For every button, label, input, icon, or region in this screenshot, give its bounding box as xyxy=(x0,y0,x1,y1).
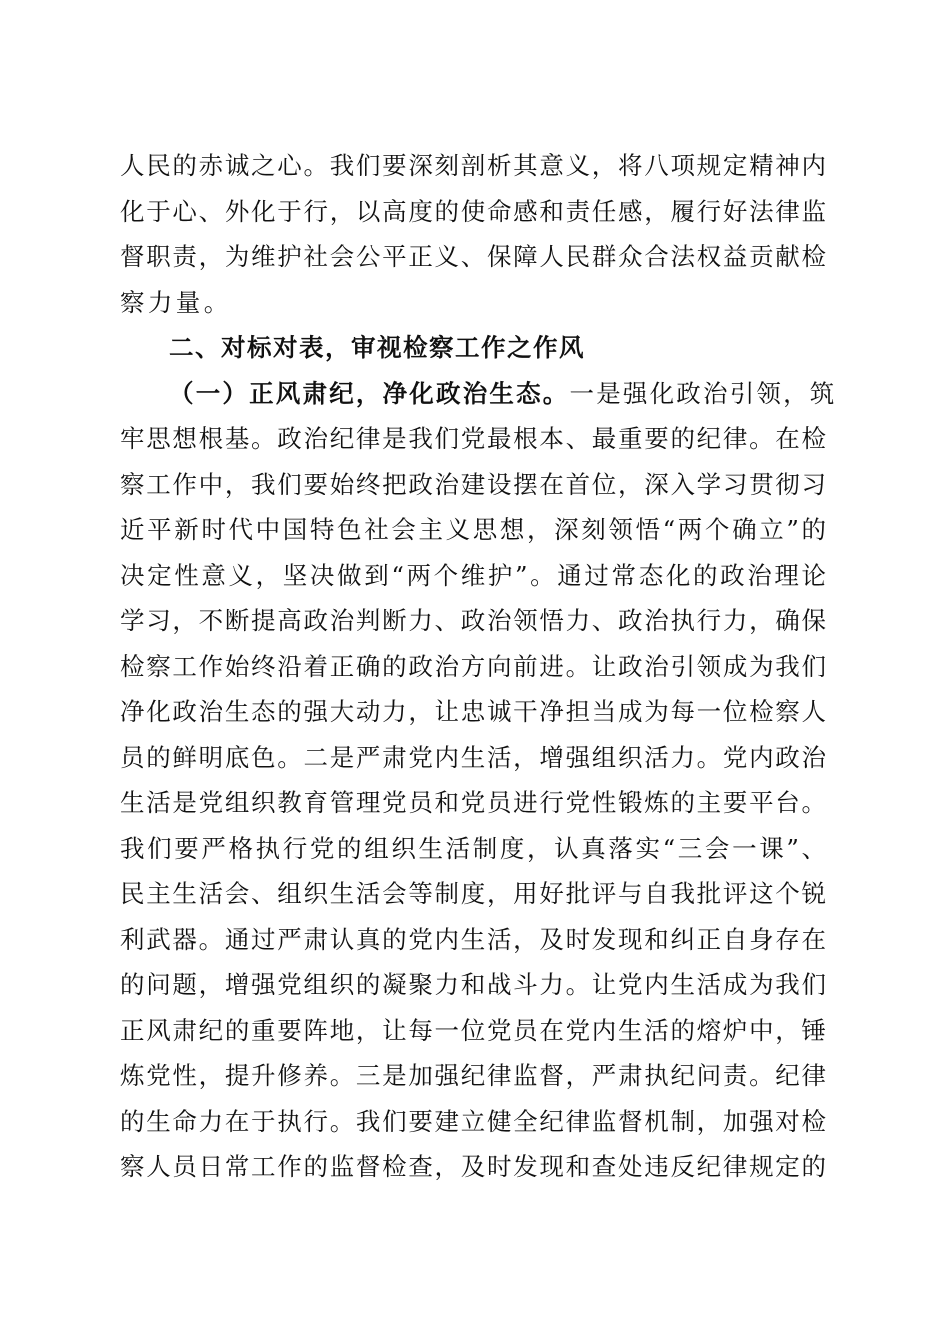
paragraph-line: 察工作中，我们要始终把政治建设摆在首位，深入学习贯彻习 xyxy=(120,469,826,499)
paragraph-line: 决定性意义，坚决做到“两个维护”。通过常态化的政治理论 xyxy=(120,560,826,590)
paragraph-line: 化于心、外化于行，以高度的使命感和责任感，履行好法律监 xyxy=(120,196,826,226)
paragraph-line: 近平新时代中国特色社会主义思想，深刻领悟“两个确立”的 xyxy=(120,515,826,544)
subsection-first-line xyxy=(120,371,837,417)
paragraph-line: 生活是党组织教育管理党员和党员进行党性锻炼的主要平台。 xyxy=(120,788,826,817)
section-heading: 二、对标对表，审视检察工作之作风 xyxy=(169,333,585,362)
paragraph-line: 察人员日常工作的监督检查，及时发现和查处违反纪律规定的 xyxy=(120,1152,826,1181)
paragraph-line: 利武器。通过严肃认真的党内生活，及时发现和纠正自身存在 xyxy=(120,924,826,954)
paragraph-line: 督职责，为维护社会公平正义、保障人民群众合法权益贡献检 xyxy=(120,242,826,271)
paragraph-line: 正风肃纪的重要阵地，让每一位党员在党内生活的熔炉中，锤 xyxy=(120,1015,826,1045)
paragraph-line: 我们要严格执行党的组织生活制度，认真落实“三会一课”、 xyxy=(120,833,826,863)
document-page xyxy=(120,143,837,1190)
paragraph-line: 炼党性，提升修养。三是加强纪律监督，严肃执纪问责。纪律 xyxy=(120,1061,826,1090)
paragraph-line: 的生命力在于执行。我们要建立健全纪律监督机制，加强对检 xyxy=(120,1106,826,1136)
paragraph-line: 净化政治生态的强大动力，让忠诚干净担当成为每一位检察人 xyxy=(120,697,826,726)
paragraph-line: 学习，不断提高政治判断力、政治领悟力、政治执行力，确保 xyxy=(120,606,826,635)
subsection-label: （一）正风肃纪，净化政治生态。 xyxy=(169,378,570,408)
paragraph-line: 员的鲜明底色。二是严肃党内生活，增强组织活力。党内政治 xyxy=(120,742,826,772)
subsection-first-line-rest: 一是强化政治引领，筑 xyxy=(569,378,837,408)
paragraph-line: 牢思想根基。政治纪律是我们党最根本、最重要的纪律。在检 xyxy=(120,424,826,453)
paragraph-line: 察力量。 xyxy=(120,287,232,317)
paragraph-line: 的问题，增强党组织的凝聚力和战斗力。让党内生活成为我们 xyxy=(120,970,826,999)
paragraph-line: 人民的赤诚之心。我们要深刻剖析其意义，将八项规定精神内 xyxy=(120,151,826,180)
paragraph-line: 检察工作始终沿着正确的政治方向前进。让政治引领成为我们 xyxy=(120,651,826,681)
paragraph-line: 民主生活会、组织生活会等制度，用好批评与自我批评这个锐 xyxy=(120,879,826,908)
